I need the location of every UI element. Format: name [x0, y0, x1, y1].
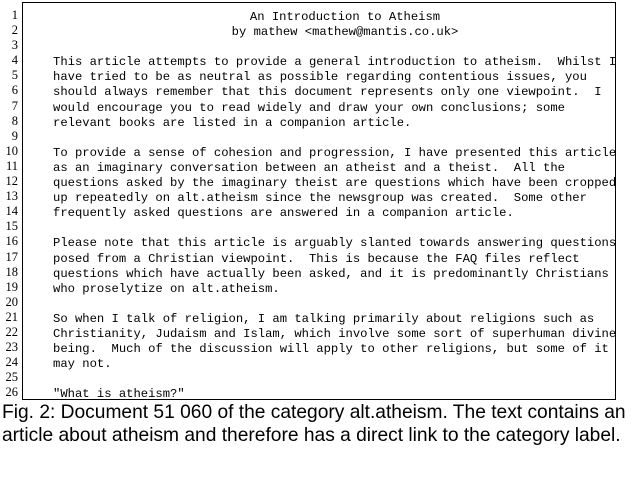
document-line: have tried to be as neutral as possible regarding contentious issues, you: [53, 70, 587, 85]
line-number: 20: [5, 294, 18, 309]
line-number: 2: [11, 23, 18, 38]
document-line: should always remember that this document represents only one viewpoint. I: [53, 85, 602, 100]
document-line: [53, 131, 637, 146]
document-line: questions which have actually been asked, and it is predominantly Christians: [53, 266, 609, 281]
document-line: So when I talk of religion, I am talking primarily about religions such as: [53, 311, 595, 326]
document-lines: [53, 10, 637, 402]
document-line: [53, 372, 637, 387]
line-number: 9: [11, 128, 18, 143]
line-number: 6: [11, 83, 18, 98]
line-number: 15: [5, 219, 18, 234]
line-number: 17: [5, 249, 18, 264]
line-number: 8: [11, 113, 18, 128]
line-number: 4: [11, 53, 18, 68]
line-number: 13: [5, 189, 18, 204]
document-line: posed from a Christian viewpoint. This is because the FAQ files reflect: [53, 251, 580, 266]
line-number: 26: [5, 385, 18, 400]
document-line: questions asked by the imaginary theist are questions which have been cropped: [53, 176, 617, 191]
document-line: being. Much of the discussion will apply to other religions, but some of it: [53, 342, 609, 357]
document-line: as an imaginary conversation between an atheist and a theist. All the: [53, 160, 565, 175]
line-number: 5: [11, 68, 18, 83]
document-header-line: by mathew <mathew@mantis.co.uk>: [231, 25, 459, 40]
line-number: 25: [5, 370, 18, 385]
document-line: Christianity, Judaism and Islam, which involve some sort of superhuman divine: [53, 326, 617, 341]
document-line: would encourage you to read widely and draw your own conclusions; some: [53, 100, 565, 115]
line-number: 11: [5, 158, 18, 173]
figure-caption: Fig. 2: Document 51 060 of the category alt.atheism. The text contains an article about atheism and therefore has a direct link to the category label.: [2, 402, 626, 446]
document-line: [53, 297, 637, 312]
line-number-gutter: [0, 8, 22, 400]
line-number: 10: [5, 143, 18, 158]
line-number: 3: [11, 38, 18, 53]
document-line: [53, 40, 637, 55]
document-line: To provide a sense of cohesion and progression, I have presented this article: [53, 145, 617, 160]
line-number: 12: [5, 174, 18, 189]
document-line: relevant books are listed in a companion article.: [53, 115, 412, 130]
line-number: 14: [5, 204, 18, 219]
line-number: 16: [5, 234, 18, 249]
document-line: "What is atheism?": [53, 387, 185, 402]
line-number: 21: [5, 309, 18, 324]
document-line: frequently asked questions are answered in a companion article.: [53, 206, 514, 221]
document-line: [53, 221, 637, 236]
line-number: 24: [5, 355, 18, 370]
line-number: 18: [5, 264, 18, 279]
line-number: 22: [5, 324, 18, 339]
line-number: 23: [5, 340, 18, 355]
document-line: who proselytize on alt.atheism.: [53, 281, 280, 296]
line-number: 19: [5, 279, 18, 294]
document-line: may not.: [53, 357, 112, 372]
document-line: Please note that this article is arguably slanted towards answering questions: [53, 236, 617, 251]
line-number: 7: [11, 98, 18, 113]
document-line: This article attempts to provide a general introduction to atheism. Whilst I: [53, 55, 617, 70]
document-header-line: An Introduction to Atheism: [249, 10, 441, 24]
document-text-area: [22, 2, 616, 400]
document-line: up repeatedly on alt.atheism since the newsgroup was created. Some other: [53, 191, 587, 206]
line-number: 1: [11, 8, 18, 22]
